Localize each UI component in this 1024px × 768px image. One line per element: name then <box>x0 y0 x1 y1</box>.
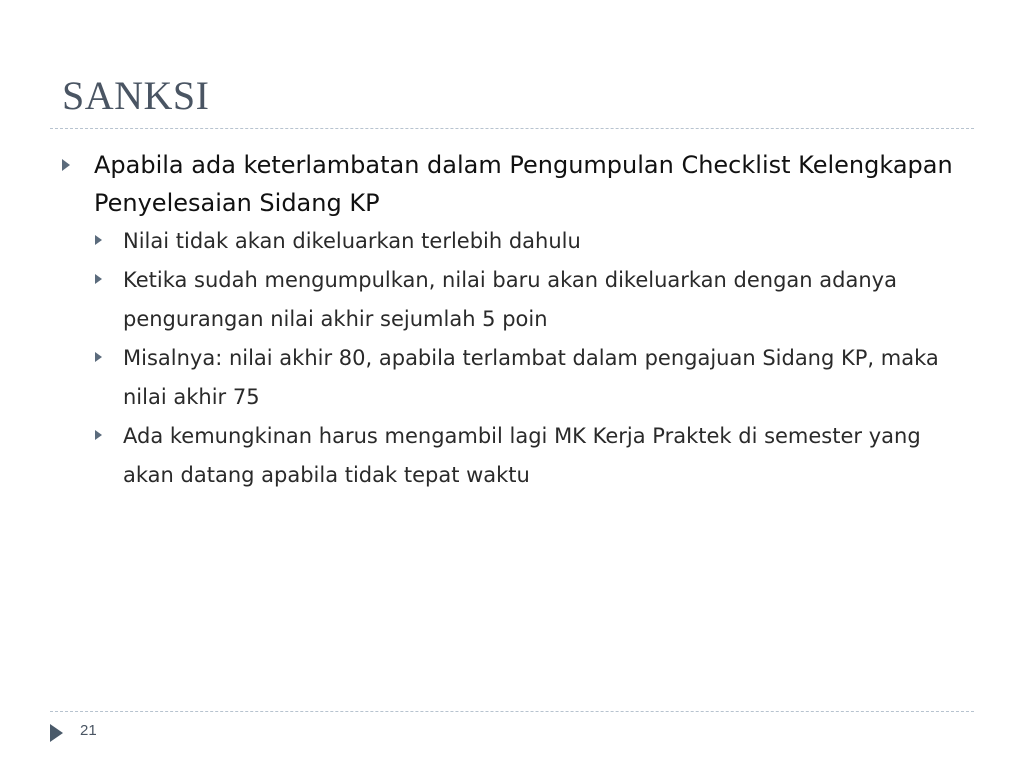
sub-bullet-item <box>62 417 962 495</box>
footer-triangle-icon <box>50 724 63 742</box>
sub-bullet-item <box>62 222 962 261</box>
title-divider <box>50 128 974 129</box>
sub-bullet-text: Ada kemungkinan harus mengambil lagi MK Kerja Praktek di semester yang akan datang apabila tidak tepat waktu <box>123 424 921 487</box>
sub-bullet-item <box>62 261 962 339</box>
sub-bullet-text: Ketika sudah mengumpulkan, nilai baru akan dikeluarkan dengan adanya pengurangan nilai akhir sejumlah 5 poin <box>123 268 897 331</box>
sub-bullet-triangle-icon <box>95 352 102 362</box>
bullet-text: Apabila ada keterlambatan dalam Pengumpulan Checklist Kelengkapan Penyelesaian Sidang KP <box>94 151 953 217</box>
sub-bullet-text: Misalnya: nilai akhir 80, apabila terlambat dalam pengajuan Sidang KP, maka nilai akhir 75 <box>123 346 939 409</box>
bullet-item <box>62 146 962 222</box>
bullet-triangle-icon <box>62 159 70 171</box>
sub-bullet-text: Nilai tidak akan dikeluarkan terlebih dahulu <box>123 229 581 253</box>
sub-bullet-triangle-icon <box>95 235 102 245</box>
page-number: 21 <box>80 722 97 739</box>
sub-bullet-item <box>62 339 962 417</box>
slide-title: SANKSI <box>62 73 210 118</box>
slide-content <box>62 146 962 495</box>
footer-divider <box>50 711 974 712</box>
sub-bullet-triangle-icon <box>95 274 102 284</box>
sub-bullet-triangle-icon <box>95 430 102 440</box>
